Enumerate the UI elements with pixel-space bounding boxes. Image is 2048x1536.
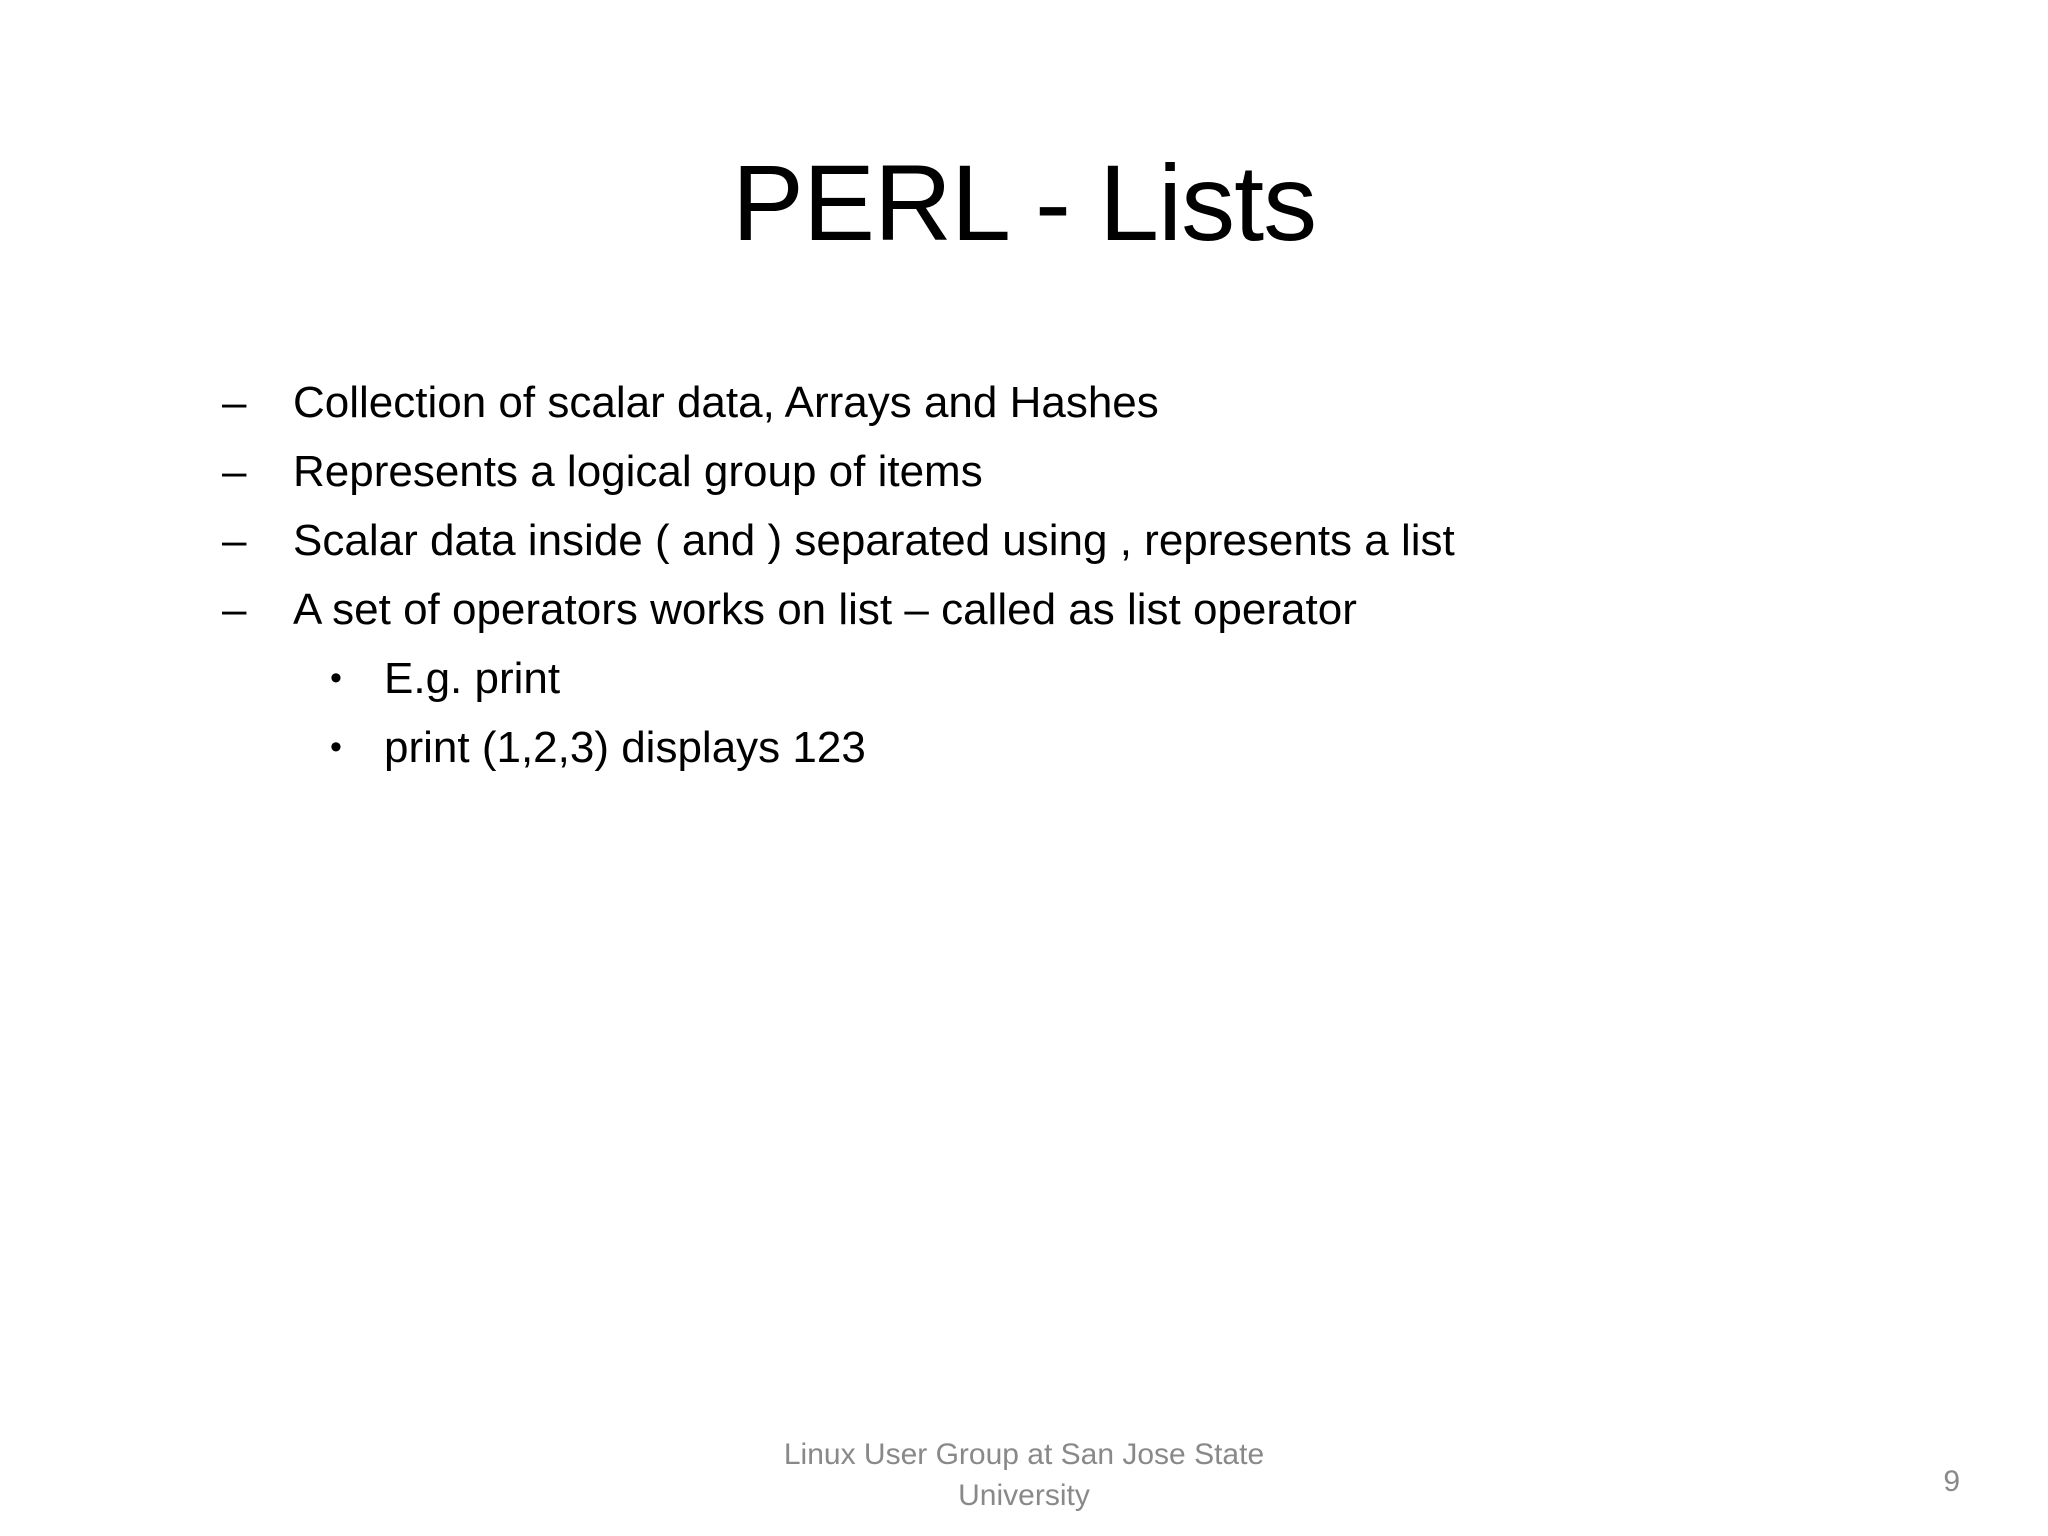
list-item-text: Scalar data inside ( and ) separated using , represents a list xyxy=(293,516,1455,565)
dash-marker: – xyxy=(222,585,247,634)
sub-list-item xyxy=(222,713,1862,782)
slide-footer xyxy=(724,1434,1324,1516)
list-item xyxy=(222,506,1862,575)
page-number: 9 xyxy=(1943,1465,1960,1498)
list-item-text: Represents a logical group of items xyxy=(293,447,983,496)
sub-list-item-text: print (1,2,3) displays 123 xyxy=(384,723,866,772)
bullet-icon: • xyxy=(330,728,342,766)
bullet-icon: • xyxy=(330,659,342,697)
footer-line: Linux User Group at San Jose State xyxy=(783,1438,1265,1471)
dash-marker: – xyxy=(222,516,247,565)
list-item xyxy=(222,368,1862,437)
slide-content xyxy=(222,368,1862,782)
footer-line: University xyxy=(958,1479,1090,1512)
list-item-text: Collection of scalar data, Arrays and Hashes xyxy=(293,378,1159,427)
list-item xyxy=(222,575,1862,644)
dash-marker: – xyxy=(222,447,247,496)
list-item xyxy=(222,437,1862,506)
sub-list-item xyxy=(222,644,1862,713)
dash-marker: – xyxy=(222,378,247,427)
sub-list-item-text: E.g. print xyxy=(384,654,561,703)
slide-title: PERL - Lists xyxy=(731,142,1317,263)
list-item-text: A set of operators works on list – called as list operator xyxy=(293,585,1357,634)
